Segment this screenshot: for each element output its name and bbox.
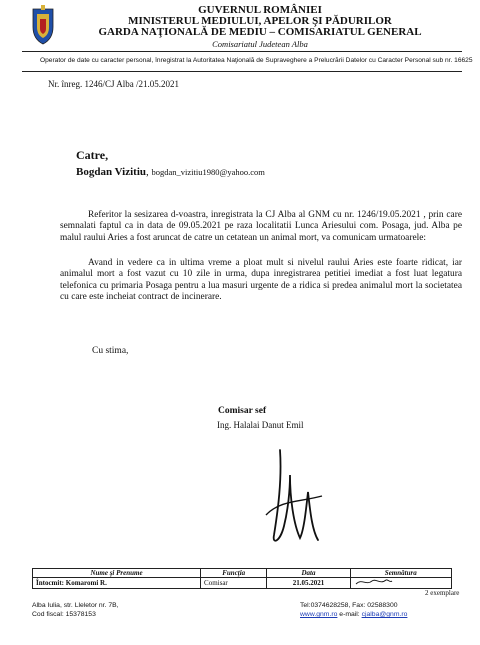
footer-right [300,601,407,619]
cell-function: Comisar [201,578,267,589]
col-function: Funcţia [201,569,267,578]
table-header-row [33,569,452,578]
cell-signature [350,578,452,589]
col-name: Nume şi Prenume [33,569,201,578]
recipient-separator: , [146,166,152,178]
footer-phone: Tel:0374628258, Fax: 02588300 [300,602,398,609]
header-divider [22,51,462,52]
small-signature-icon [354,578,394,586]
document-footer-table [32,568,452,589]
col-signature: Semnătura [350,569,452,578]
email-link[interactable]: cjalba@gnm.ro [361,611,408,618]
website-link[interactable]: www.gnm.ro [300,611,338,618]
col-date: Data [267,569,350,578]
recipient [76,166,265,178]
header-county-office: Comisariatul Judetean Alba [212,39,308,49]
recipient-label: Catre, [76,148,109,162]
body-paragraph-1: Referitor la sesizarea d-voastra, inregistrata la CJ Alba al GNM cu nr. 1246/19.05.2021 , prin care semnalati faptul ca in data de 09.05.2021 pe raza localitatii Lunca Ariesului com. Posaga, jud. Alba pe malul raului Aries a fost aruncat de catre un cetatean un animal mort, va comunicam urmatoarele: [60,210,462,243]
footer-address: Alba Iulia, str. Lleletor nr. 7B, [32,602,119,609]
copies-count: 2 exemplare [425,589,460,597]
registration-number: Nr. înreg. 1246/CJ Alba /21.05.2021 [48,79,179,89]
signatory-name: Ing. Halalai Danut Emil [217,420,304,430]
cell-prepared-by: Întocmit: Komaromi R. [33,578,201,589]
operator-notice: Operator de date cu caracter personal, înregistrat la Autoritatea Naţională de Supraveghere a Prelucrării Datelor cu Caracter Personal sub nr. 16625 [40,57,473,64]
closing: Cu stima, [92,346,129,356]
handwritten-signature-icon [260,430,330,550]
footer-fiscal-code: Cod fiscal: 15378153 [32,611,96,618]
recipient-name: Bogdan Vizitiu [76,166,146,178]
footer-contact [300,610,407,619]
table-row [33,578,452,589]
signatory-title: Comisar sef [218,406,267,416]
cell-date: 21.05.2021 [267,578,350,589]
operator-divider [22,71,462,72]
header-ministry: MINISTERUL MEDIULUI, APELOR ŞI PĂDURILOR [128,15,392,27]
header-government: GUVERNUL ROMÂNIEI [198,4,322,16]
header-guard: GARDA NAŢIONALĂ DE MEDIU – COMISARIATUL GENERAL [98,26,422,38]
body-paragraph-2: Avand in vedere ca in ultima vreme a ploat mult si nivelul raului Aries este foarte ridicat, iar animalul mort a fost vazut cu 10 zile in urma, dupa inregistrarea petitiei imediat a fost luat legatura telefonica cu primaria Posaga pentru a lua masuri urgente de a ridica si predea animalul mort la societatea cu care este incheiat contract de incinerare. [60,258,462,303]
footer-left [32,601,119,619]
email-prefix: e-mail: [339,611,362,618]
recipient-email: bogdan_vizitiu1980@yahoo.com [151,167,265,177]
